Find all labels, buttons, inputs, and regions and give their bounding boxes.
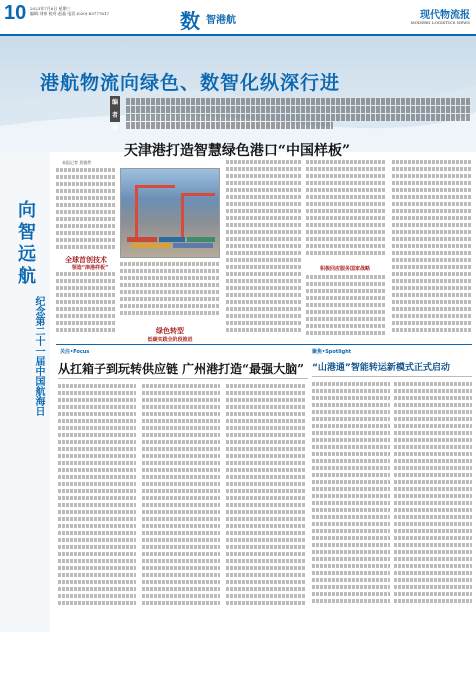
section-big-char: 数 — [180, 9, 200, 33]
editor-note-label: 编者按 — [110, 96, 120, 122]
photo-caption-sub: 低碳实践全阶段推进 — [147, 337, 193, 343]
sidebar-subtitle: 纪念第二十一届中国航海日 — [33, 296, 44, 416]
page-header — [0, 0, 476, 34]
bottom-left-col-2 — [142, 384, 220, 624]
bottom-right-rule — [312, 376, 472, 377]
subhead-right: 积极回应服务国家战略 — [320, 266, 371, 272]
masthead: 现代物流报 — [420, 10, 470, 21]
spotlight-tag: 聚焦•Spotlight — [312, 349, 352, 355]
top-text-col-1 — [56, 168, 116, 254]
top-text-col-4 — [306, 160, 386, 260]
hero-title: 港航物流向绿色、数智化纵深行进 — [40, 72, 341, 94]
bottom-left-rule — [58, 378, 308, 379]
top-text-col-2 — [120, 262, 220, 322]
editor-text: 编辑:刘祎 校对:赵晶 电话:(020)-83777617 — [30, 11, 110, 16]
masthead-sub: MODERN LOGISTICS NEWS — [410, 20, 470, 25]
date-text: 2023年7月6日 星期三 — [30, 6, 71, 11]
bottom-right-col-1 — [312, 382, 390, 622]
top-article-byline: 本报记者 贺雅然 — [62, 160, 92, 165]
dateline — [30, 6, 140, 16]
hero-intro — [126, 98, 471, 130]
section-name: 智港航 — [206, 15, 236, 26]
page-number: 10 — [4, 2, 27, 24]
bottom-left-title: 从扛箱子到玩转供应链 广州港打造“最强大脑” — [58, 362, 304, 376]
section-header — [180, 5, 300, 31]
port-photo — [120, 168, 220, 258]
bottom-right-col-2 — [394, 382, 472, 622]
box-subtitle: 领造“津港样板” — [71, 265, 109, 271]
section-divider — [56, 344, 472, 345]
top-article-title: 天津港打造智慧绿色港口“中国样板” — [123, 143, 351, 159]
photo-caption-title: 绿色转型 — [156, 327, 184, 335]
bottom-left-col-3 — [226, 384, 306, 624]
box-title: 全球首创技术 — [65, 256, 107, 264]
top-text-col-4b — [306, 275, 386, 340]
top-text-col-1b — [56, 272, 116, 337]
sidebar-title: 向智远航 — [18, 200, 36, 287]
focus-tag: 关注•Focus — [60, 349, 90, 355]
bottom-right-title: “山港通”智能转运新模式正式启动 — [312, 363, 450, 373]
top-text-col-5 — [392, 160, 472, 340]
bottom-left-col-1 — [58, 384, 136, 624]
top-text-col-3 — [226, 160, 302, 340]
